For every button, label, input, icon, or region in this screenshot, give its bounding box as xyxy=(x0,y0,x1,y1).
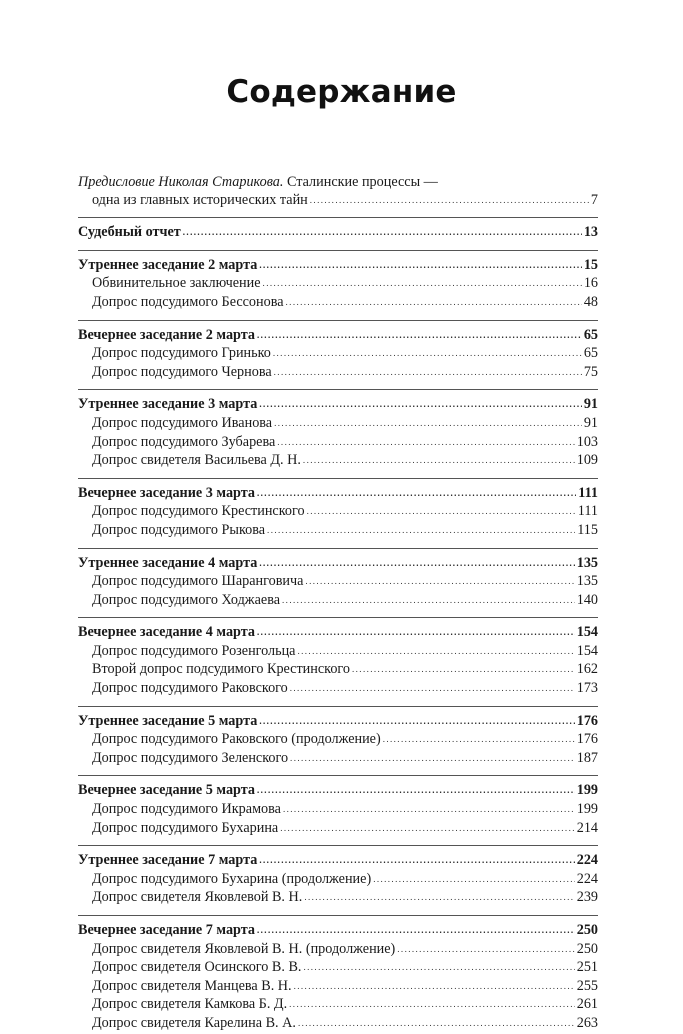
toc-section-title: Утреннее заседание 4 марта xyxy=(78,554,258,571)
section-divider xyxy=(78,706,598,707)
toc-entry[interactable] xyxy=(78,750,598,769)
dot-leader xyxy=(307,503,576,521)
dot-leader xyxy=(294,978,575,996)
section-divider xyxy=(78,217,598,218)
toc-entry[interactable] xyxy=(78,978,598,997)
toc-entry-title: Допрос подсудимого Раковского xyxy=(92,680,288,697)
toc-entry[interactable] xyxy=(78,522,598,541)
toc-page-number: 135 xyxy=(576,573,598,590)
toc-section-heading[interactable] xyxy=(78,485,598,504)
toc-entry[interactable] xyxy=(78,592,598,611)
toc-section-heading[interactable] xyxy=(78,713,598,732)
toc-entry[interactable] xyxy=(78,820,598,839)
toc-page-number: 224 xyxy=(576,852,598,869)
dot-leader xyxy=(286,294,582,312)
toc-page-number: 91 xyxy=(583,414,598,431)
toc-section xyxy=(78,257,598,313)
toc-page-number: 13 xyxy=(583,224,598,241)
section-divider xyxy=(78,915,598,916)
toc-page-number: 263 xyxy=(576,1014,598,1031)
dot-leader xyxy=(289,996,575,1014)
toc-entry-title: Допрос подсудимого Зеленского xyxy=(92,749,289,766)
toc-entry[interactable] xyxy=(78,871,598,890)
toc-entry-title: Допрос подсудимого Бессонова xyxy=(92,293,284,310)
toc-entry-title: Допрос свидетеля Камкова Б. Д. xyxy=(92,996,288,1013)
toc-entry-title: Обвинительное заключение xyxy=(92,275,261,292)
toc-entry-title: Допрос подсудимого Зубарева xyxy=(92,433,276,450)
toc-section-title: Вечернее заседание 7 марта xyxy=(78,922,255,938)
dot-leader xyxy=(310,192,589,210)
toc-section xyxy=(78,713,598,769)
section-divider xyxy=(78,320,598,321)
toc-section xyxy=(78,555,598,611)
toc-section-heading[interactable] xyxy=(78,257,598,276)
dot-leader xyxy=(259,396,582,414)
toc-page-number: 91 xyxy=(583,396,598,413)
section-divider xyxy=(78,775,598,776)
section-divider xyxy=(78,617,598,618)
toc-preface-title-start: Сталинские процессы — xyxy=(283,174,438,190)
toc-entry-title: Допрос подсудимого Рыкова xyxy=(92,521,266,538)
toc-sections xyxy=(78,217,598,1033)
toc-section xyxy=(78,922,598,1034)
toc-entry[interactable] xyxy=(78,959,598,978)
toc-page-number: 251 xyxy=(576,959,598,976)
toc-section-heading[interactable] xyxy=(78,396,598,415)
dot-leader xyxy=(259,257,582,275)
dot-leader xyxy=(304,889,574,907)
toc-entry[interactable] xyxy=(78,275,598,294)
toc-page-number: 154 xyxy=(576,642,598,659)
toc-entry-title: Допрос подсудимого Гринько xyxy=(92,345,271,362)
toc-entry-title: Допрос свидетеля Васильева Д. Н. xyxy=(92,452,301,469)
toc-entry-title: Второй допрос подсудимого Крестинского xyxy=(92,661,350,678)
toc-section-title: Утреннее заседание 5 марта xyxy=(78,712,258,729)
toc-page-number: 154 xyxy=(576,624,598,641)
toc-section xyxy=(78,624,598,698)
toc-section xyxy=(78,485,598,541)
toc-page-number: 176 xyxy=(576,712,598,729)
toc-section-title: Утреннее заседание 3 марта xyxy=(78,396,258,413)
toc-section-heading[interactable] xyxy=(78,555,598,574)
toc-preface-line1 xyxy=(78,174,598,192)
toc-page-number: 7 xyxy=(590,191,598,208)
toc-entry[interactable] xyxy=(78,941,598,960)
toc-entry-title: Допрос подсудимого Ходжаева xyxy=(92,591,281,608)
toc-entry-title: Допрос свидетеля Карелина В. А. xyxy=(92,1014,296,1031)
toc-entry-title: Допрос свидетеля Осинского В. В. xyxy=(92,959,302,976)
toc-entry[interactable] xyxy=(78,731,598,750)
toc-page-number: 75 xyxy=(583,363,598,380)
toc-section xyxy=(78,782,598,838)
toc-page-number: 16 xyxy=(583,275,598,292)
dot-leader xyxy=(273,345,582,363)
toc-entry[interactable] xyxy=(78,364,598,383)
toc-entry-title: Допрос подсудимого Икрамова xyxy=(92,801,281,818)
toc-entry[interactable] xyxy=(78,889,598,908)
toc-preface-line2 xyxy=(78,192,598,211)
toc-page-number: 187 xyxy=(576,749,598,766)
dot-leader xyxy=(303,452,575,470)
dot-leader xyxy=(257,485,576,503)
toc-entry[interactable] xyxy=(78,680,598,699)
dot-leader xyxy=(290,680,575,698)
toc-entry-title: Допрос свидетеля Манцева В. Н. xyxy=(92,977,292,994)
toc-entry[interactable] xyxy=(78,294,598,313)
dot-leader xyxy=(263,275,582,293)
toc-entry[interactable] xyxy=(78,503,598,522)
table-of-contents xyxy=(78,174,598,1034)
dot-leader xyxy=(397,941,574,959)
dot-leader xyxy=(298,1015,575,1033)
toc-section xyxy=(78,224,598,243)
dot-leader xyxy=(259,713,574,731)
dot-leader xyxy=(297,643,574,661)
toc-page-number: 103 xyxy=(576,433,598,450)
toc-entry[interactable] xyxy=(78,573,598,592)
toc-entry[interactable] xyxy=(78,415,598,434)
dot-leader xyxy=(280,820,575,838)
toc-section xyxy=(78,327,598,383)
dot-leader xyxy=(257,624,575,642)
dot-leader xyxy=(352,661,575,679)
dot-leader xyxy=(259,852,574,870)
toc-section-title: Утреннее заседание 2 марта xyxy=(78,256,258,273)
toc-entry-title: Допрос свидетеля Яковлевой В. Н. xyxy=(92,889,303,906)
toc-page-number: 48 xyxy=(583,293,598,310)
toc-entry[interactable] xyxy=(78,345,598,364)
toc-page-number: 199 xyxy=(576,782,598,799)
toc-preface[interactable] xyxy=(78,174,598,210)
toc-section-heading[interactable] xyxy=(78,782,598,801)
section-divider xyxy=(78,845,598,846)
toc-section-title: Вечернее заседание 5 марта xyxy=(78,782,255,799)
dot-leader xyxy=(303,959,574,977)
toc-entry-title: Допрос подсудимого Розенгольца xyxy=(92,642,296,659)
toc-page-number: 255 xyxy=(576,977,598,994)
toc-page-number: 65 xyxy=(583,345,598,362)
dot-leader xyxy=(274,364,582,382)
toc-page-number: 115 xyxy=(577,521,598,538)
toc-page-number: 199 xyxy=(576,801,598,818)
toc-page-number: 135 xyxy=(576,554,598,571)
page-title: Содержание xyxy=(226,74,457,110)
toc-entry-title: Допрос подсудимого Чернова xyxy=(92,363,272,380)
toc-entry-title: Допрос подсудимого Раковского (продолжение) xyxy=(92,731,381,748)
toc-page-number: 214 xyxy=(576,819,598,836)
toc-section-heading[interactable] xyxy=(78,224,598,243)
toc-page-number: 239 xyxy=(576,889,598,906)
dot-leader xyxy=(283,801,575,819)
toc-page-number: 261 xyxy=(576,996,598,1013)
dot-leader xyxy=(257,782,575,800)
toc-entry[interactable] xyxy=(78,801,598,820)
toc-section-heading[interactable] xyxy=(78,922,598,941)
dot-leader xyxy=(383,731,575,749)
toc-preface-title-end: одна из главных исторических тайн xyxy=(92,191,308,208)
toc-entry[interactable] xyxy=(78,996,598,1015)
dot-leader xyxy=(305,573,574,591)
dot-leader xyxy=(277,434,574,452)
toc-entry-title: Допрос подсудимого Иванова xyxy=(92,414,273,431)
toc-entry-title: Допрос подсудимого Крестинского xyxy=(92,503,305,520)
toc-entry-title: Допрос подсудимого Бухарина xyxy=(92,819,279,836)
toc-page-number: 111 xyxy=(578,484,598,501)
toc-preface-author: Предисловие Николая Старикова. xyxy=(78,174,284,190)
toc-entry[interactable] xyxy=(78,452,598,471)
toc-page-number: 109 xyxy=(576,452,598,469)
toc-page-number: 111 xyxy=(577,503,598,520)
toc-page-number: 224 xyxy=(576,870,598,887)
dot-leader xyxy=(290,750,575,768)
toc-page-number: 250 xyxy=(576,922,598,938)
toc-section-heading[interactable] xyxy=(78,852,598,871)
section-divider xyxy=(78,389,598,390)
toc-entry-title: Допрос свидетеля Яковлевой В. Н. (продолжение) xyxy=(92,940,396,957)
toc-section-heading[interactable] xyxy=(78,327,598,346)
toc-section-title: Вечернее заседание 3 марта xyxy=(78,484,255,501)
dot-leader xyxy=(183,224,582,242)
dot-leader xyxy=(259,555,574,573)
toc-page-number: 65 xyxy=(583,326,598,343)
toc-entry[interactable] xyxy=(78,643,598,662)
toc-entry[interactable] xyxy=(78,434,598,453)
dot-leader xyxy=(267,522,575,540)
toc-section-title: Вечернее заседание 2 марта xyxy=(78,326,255,343)
toc-section-title: Судебный отчет xyxy=(78,224,181,241)
section-divider xyxy=(78,478,598,479)
dot-leader xyxy=(373,871,575,889)
toc-entry-title: Допрос подсудимого Бухарина (продолжение) xyxy=(92,870,372,887)
toc-page-number: 250 xyxy=(576,940,598,957)
section-divider xyxy=(78,548,598,549)
dot-leader xyxy=(282,592,575,610)
toc-page-number: 173 xyxy=(576,680,598,697)
toc-page-number: 15 xyxy=(583,256,598,273)
dot-leader xyxy=(274,415,582,433)
toc-page-number: 140 xyxy=(576,591,598,608)
toc-page-number: 162 xyxy=(576,661,598,678)
toc-entry[interactable] xyxy=(78,1015,598,1034)
toc-section-title: Вечернее заседание 4 марта xyxy=(78,624,255,641)
toc-section-title: Утреннее заседание 7 марта xyxy=(78,852,258,869)
section-divider xyxy=(78,250,598,251)
dot-leader xyxy=(257,327,582,345)
toc-entry-title: Допрос подсудимого Шаранговича xyxy=(92,573,304,590)
toc-section xyxy=(78,396,598,470)
toc-section xyxy=(78,852,598,908)
dot-leader xyxy=(257,922,575,940)
toc-section-heading[interactable] xyxy=(78,624,598,643)
toc-entry[interactable] xyxy=(78,661,598,680)
toc-page-number: 176 xyxy=(576,731,598,748)
